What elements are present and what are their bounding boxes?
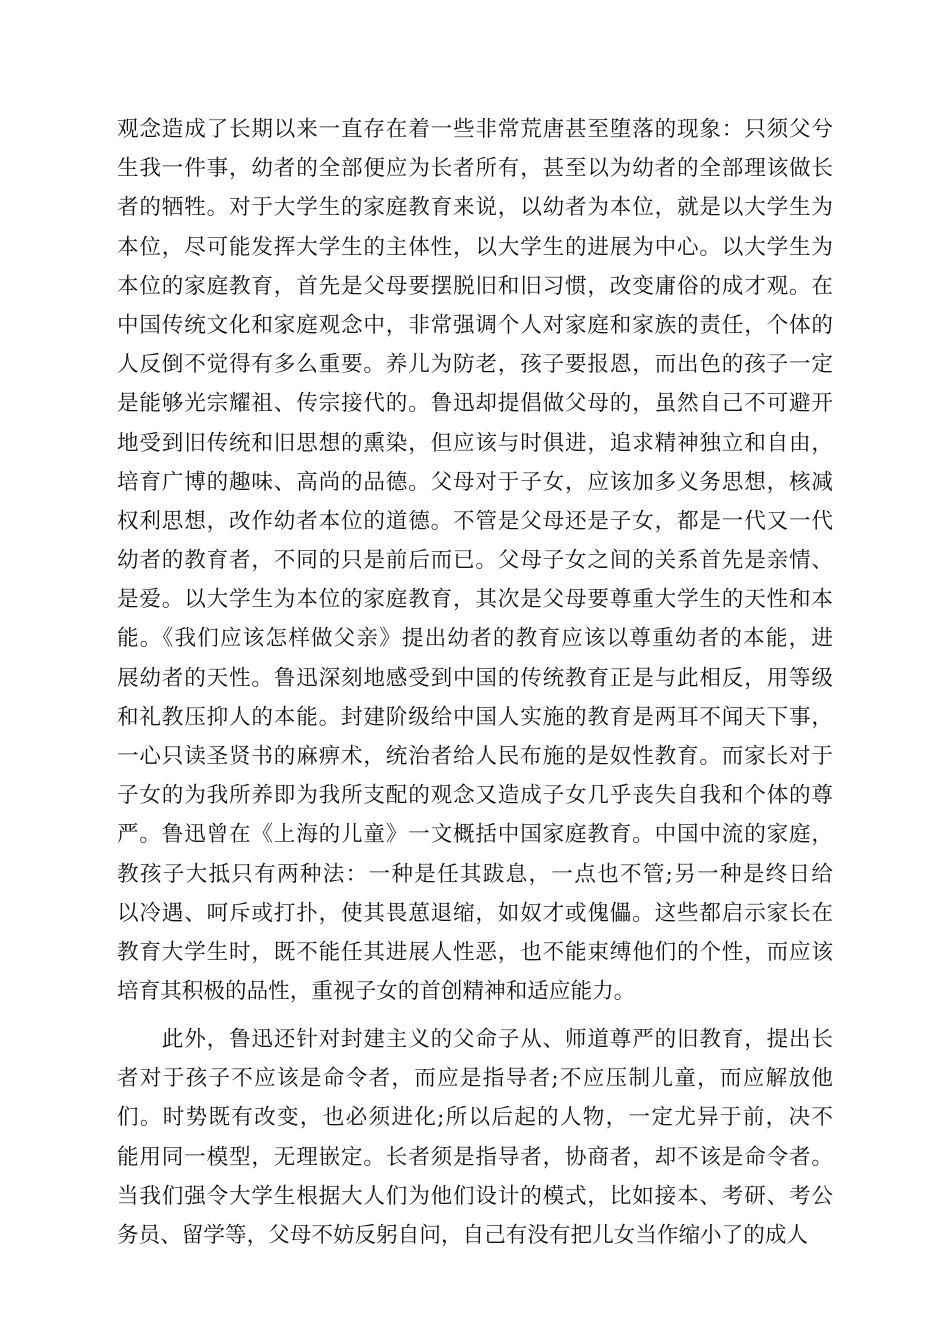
text-line: 务员、留学等，父母不妨反躬自问，自己有没有把儿女当作缩小了的成人 [117,1222,809,1248]
paragraph-2 [117,1020,833,1255]
text-line: 本位，尽可能发挥大学生的主体性，以大学生的进展为中心。以大学生为 [117,234,833,260]
text-line: 能用同一模型，无理嵌定。长者须是指导者，协商者，却不该是命令者。 [117,1144,833,1170]
text-line: 此外，鲁迅还针对封建主义的父命子从、师道尊严的旧教育，提出长 [117,1027,833,1052]
text-line: 权利思想，改作幼者本位的道德。不管是父母还是子女，都是一代又一代 [117,508,833,534]
text-line: 当我们强令大学生根据大人们为他们设计的模式，比如接本、考研、考公 [117,1183,833,1209]
text-line: 观念造成了长期以来一直存在着一些非常荒唐甚至堕落的现象：只须父兮 [117,117,833,142]
text-line: 们。时势既有改变，也必须进化;所以后起的人物，一定尤异于前，决不 [117,1105,833,1131]
text-line: 和礼教压抑人的本能。封建阶级给中国人实施的教育是两耳不闻天下事， [117,704,833,730]
text-line: 中国传统文化和家庭观念中，非常强调个人对家庭和家族的责任，个体的 [117,312,833,338]
text-line: 培育其积极的品性，重视子女的首创精神和适应能力。 [117,979,636,1005]
text-line: 人反倒不觉得有多么重要。养儿为防老，孩子要报恩，而出色的孩子一定 [117,352,833,378]
text-line: 幼者的教育者，不同的只是前后而已。父母子女之间的关系首先是亲情、 [117,548,833,574]
text-line: 教孩子大抵只有两种法：一种是任其跋息，一点也不管;另一种是终日给 [117,861,833,887]
text-line: 是爱。以大学生为本位的家庭教育，其次是父母要尊重大学生的天性和本 [117,587,833,613]
text-line: 严。鲁迅曾在《上海的儿童》一文概括中国家庭教育。中国中流的家庭， [117,822,833,848]
text-line: 是能够光宗耀祖、传宗接代的。鲁迅却提倡做父母的，虽然自己不可避开 [117,391,833,417]
paragraph-1 [117,110,833,1011]
text-line: 生我一件事，幼者的全部便应为长者所有，甚至以为幼者的全部理该做长 [117,156,833,182]
text-line: 者的牺牲。对于大学生的家庭教育来说，以幼者为本位，就是以大学生为 [117,195,833,221]
text-line: 子女的为我所养即为我所支配的观念又造成子女几乎丧失自我和个体的尊 [117,783,833,809]
text-line: 本位的家庭教育，首先是父母要摆脱旧和旧习惯，改变庸俗的成才观。在 [117,273,833,299]
text-line: 地受到旧传统和旧思想的熏染，但应该与时俱进，追求精神独立和自由， [117,430,833,456]
text-line: 能。《我们应该怎样做父亲》提出幼者的教育应该以尊重幼者的本能，进 [117,626,833,652]
text-line: 以冷遇、呵斥或打扑，使其畏葸退缩，如奴才或傀儡。这些都启示家长在 [117,900,833,926]
text-line: 培育广博的趣味、高尚的品德。父母对于子女，应该加多义务思想，核减 [117,469,833,495]
text-line: 展幼者的天性。鲁迅深刻地感受到中国的传统教育正是与此相反，用等级 [117,665,833,691]
text-line: 一心只读圣贤书的麻痹术，统治者给人民布施的是奴性教育。而家长对于 [117,744,833,769]
text-line: 教育大学生时，既不能任其进展人性恶，也不能束缚他们的个性，而应该 [117,939,833,965]
text-line: 者对于孩子不应该是命令者，而应是指导者;不应压制儿童，而应解放他 [117,1066,833,1092]
